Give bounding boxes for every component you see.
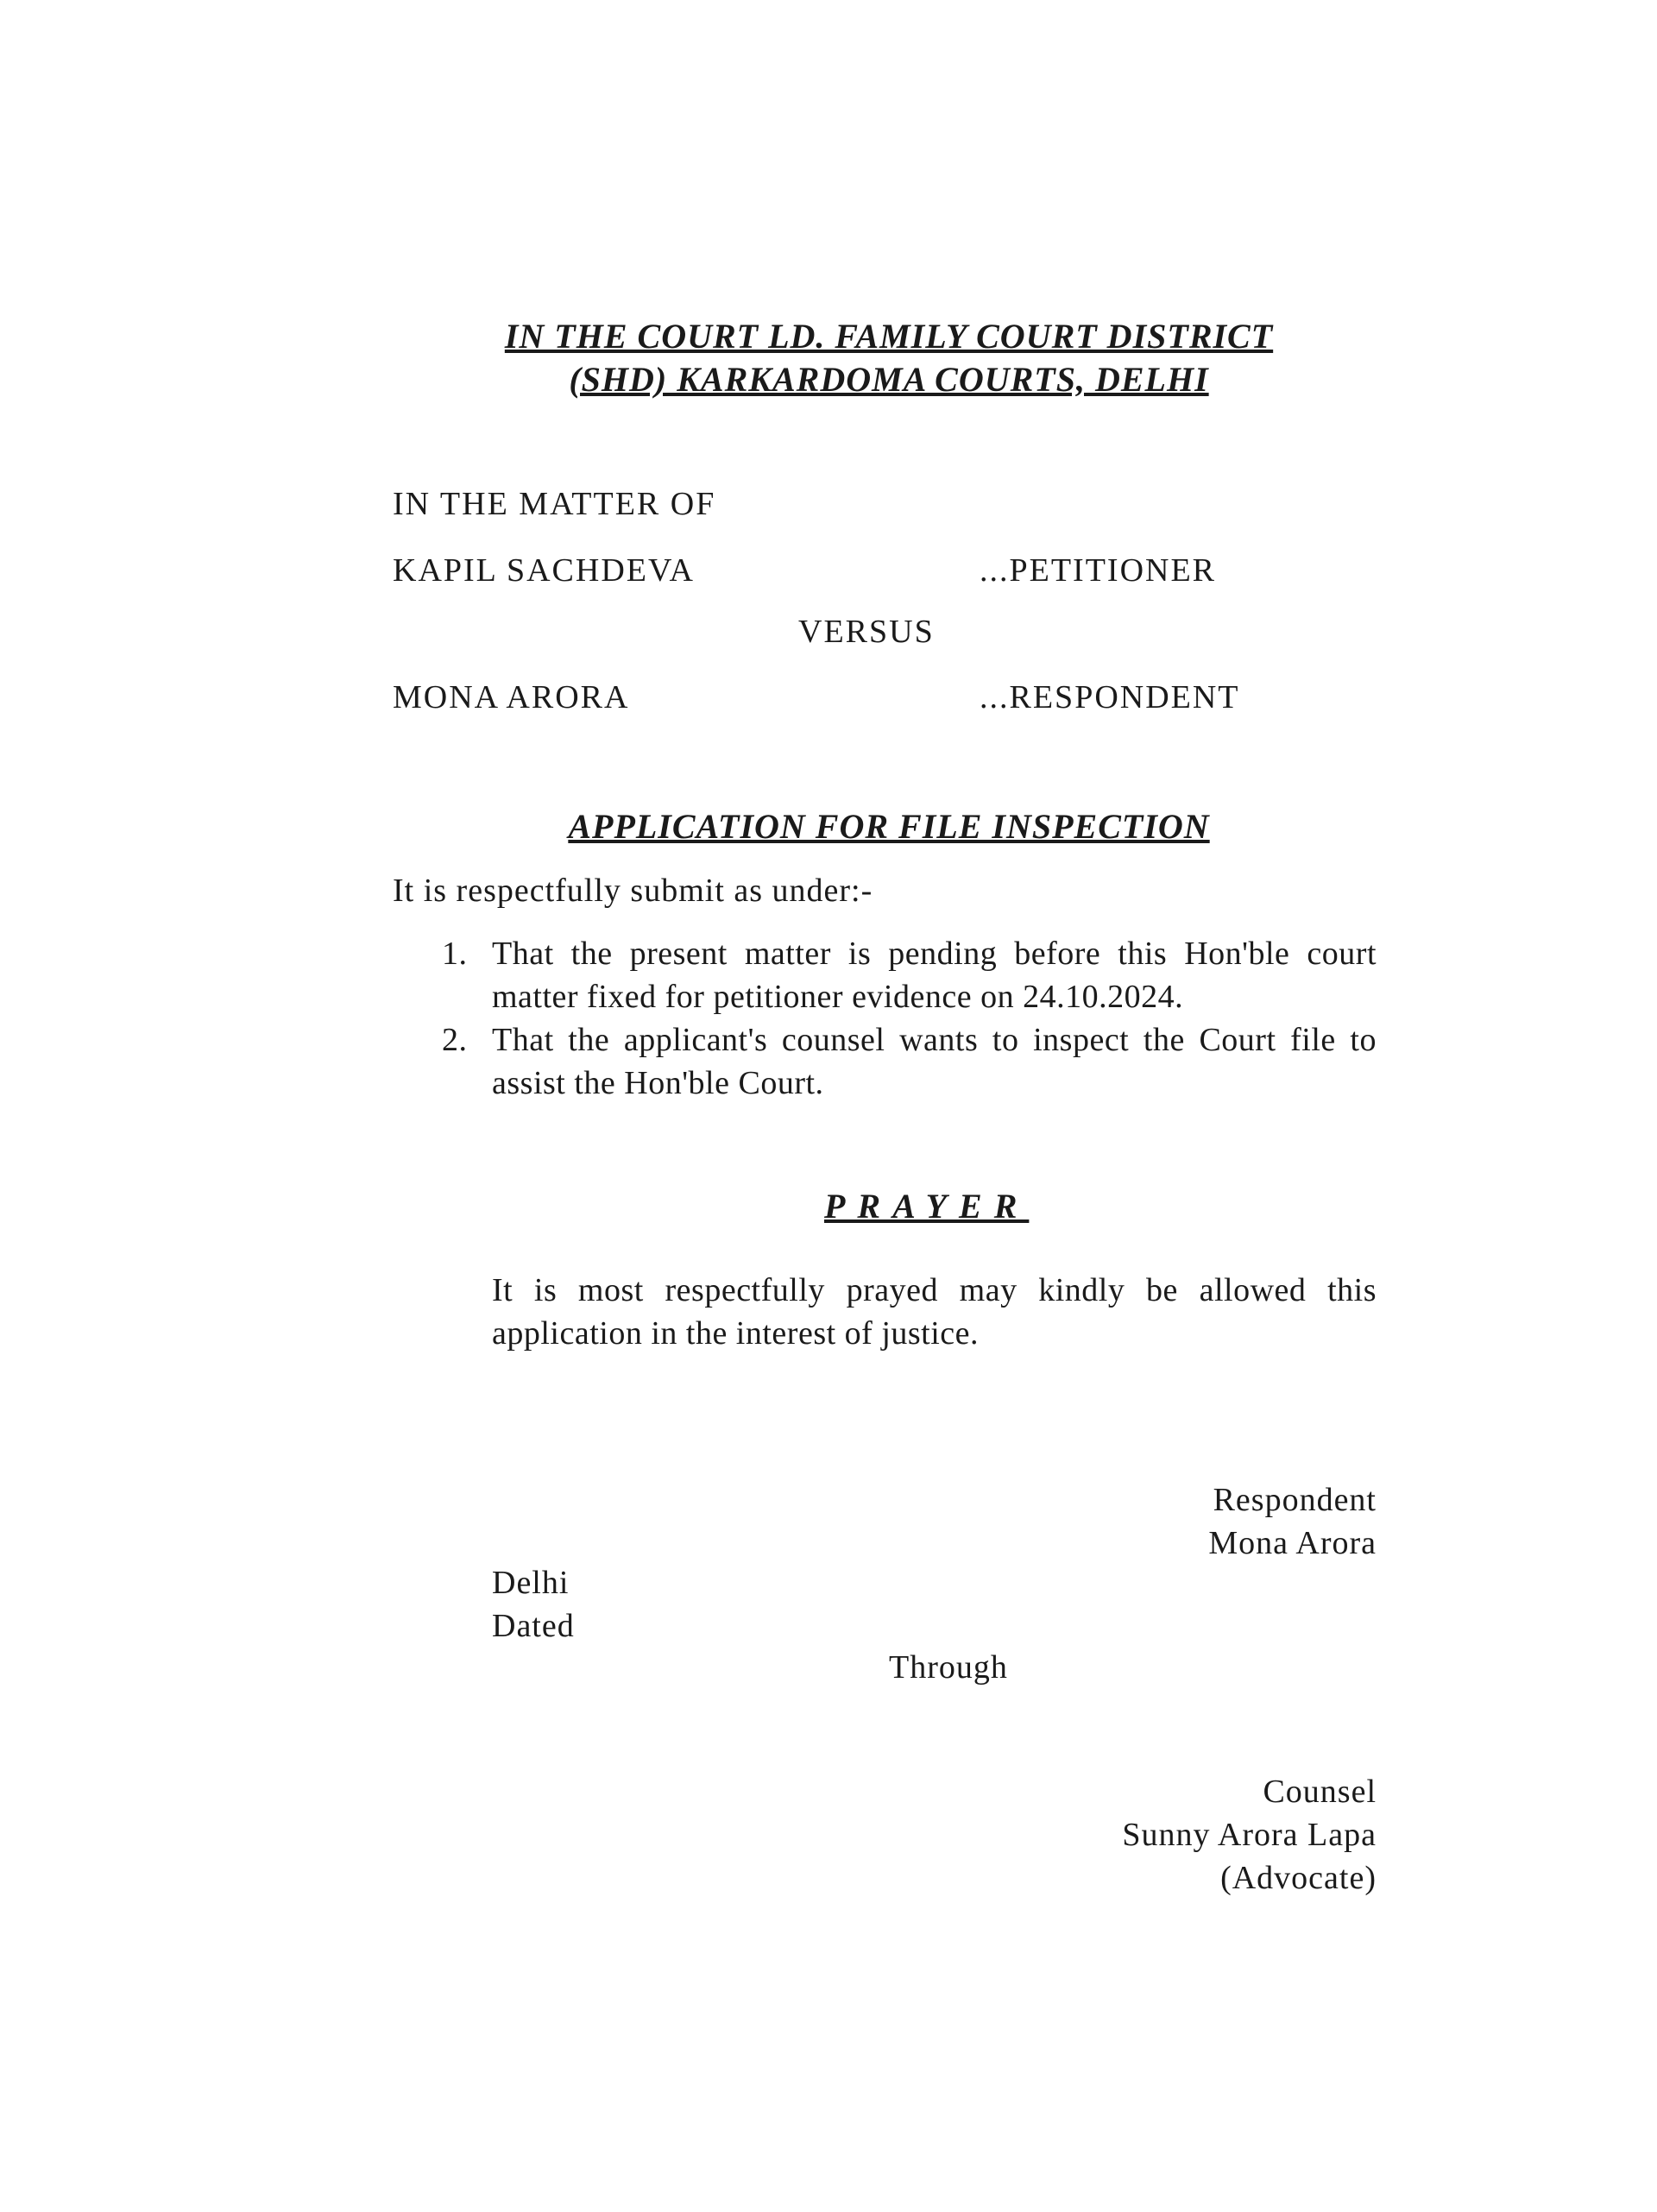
- court-heading-line-1: IN THE COURT LD. FAMILY COURT DISTRICT: [504, 317, 1274, 356]
- prayer-text: It is most respectfully prayed may kindly be allowed this application in the interest of justice.: [492, 1272, 1377, 1352]
- point-number: 1.: [442, 936, 468, 972]
- court-heading-line-2: (SHD) KARKARDOMA COURTS, DELHI: [569, 360, 1209, 399]
- counsel-label: Counsel: [1263, 1774, 1377, 1810]
- signature-name: Mona Arora: [1208, 1525, 1377, 1561]
- counsel-name: Sunny Arora Lapa: [1122, 1817, 1377, 1853]
- submission-points: [442, 932, 1377, 1105]
- versus-label: VERSUS: [798, 614, 935, 650]
- petitioner-role: ...PETITIONER: [980, 552, 1217, 589]
- prayer-title: PRAYER: [824, 1187, 1030, 1226]
- point-text: That the present matter is pending before this Hon'ble court matter fixed for petitioner evidence on 24.10.2024.: [492, 936, 1377, 1015]
- counsel-designation: (Advocate): [1220, 1860, 1377, 1896]
- application-title: APPLICATION FOR FILE INSPECTION: [568, 807, 1210, 846]
- intro-line: It is respectfully submit as under:-: [393, 873, 873, 909]
- submission-point: [442, 1018, 1377, 1105]
- respondent-name: MONA ARORA: [393, 679, 630, 715]
- point-text: That the applicant's counsel wants to inspect the Court file to assist the Hon'ble Court.: [492, 1022, 1377, 1101]
- point-number: 2.: [442, 1022, 468, 1058]
- place-label: Delhi: [492, 1565, 570, 1601]
- submission-point: [442, 932, 1377, 1018]
- matter-intro: IN THE MATTER OF: [393, 486, 716, 522]
- petitioner-name: KAPIL SACHDEVA: [393, 552, 695, 589]
- signature-role: Respondent: [1213, 1482, 1377, 1518]
- respondent-role: ...RESPONDENT: [980, 679, 1240, 715]
- dated-label: Dated: [492, 1608, 575, 1644]
- through-label: Through: [889, 1649, 1008, 1686]
